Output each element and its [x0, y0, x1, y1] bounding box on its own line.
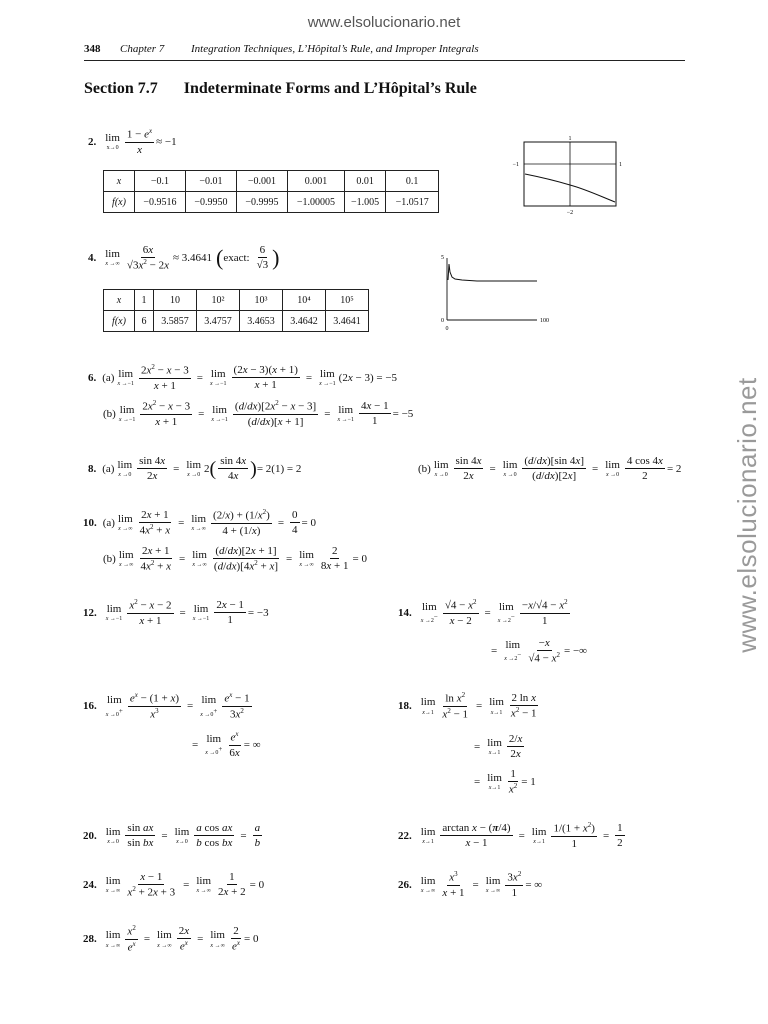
section-number: Section 7.7: [84, 80, 158, 97]
tick-label: 1: [619, 162, 622, 168]
problem-16: 16. lim x →0+ $\frac{e^x - (1 + x)}{x^3}$ = lim x →0+ $\frac{e^x - 1}{3x^2}$: [83, 691, 250, 721]
value-table-2: [103, 170, 439, 213]
table-cell: f(x): [104, 311, 135, 332]
chapter-label: Chapter 7: [120, 43, 165, 55]
table-cell: 10⁵: [326, 290, 369, 311]
table-cell: 1: [135, 290, 154, 311]
table-cell: −0.9516: [135, 192, 186, 213]
table-cell: 3.5857: [154, 311, 197, 332]
table-cell: −0.9995: [237, 192, 288, 213]
approx-value: ≈ 3.4641: [172, 251, 213, 264]
page-number: 348: [84, 43, 101, 55]
table-cell: 0.001: [288, 171, 345, 192]
table-cell: 6: [135, 311, 154, 332]
problem-14: 14. lim x →2− $\frac{√4 - x^2}{x - 2}$ = lim x →2− $\frac{-x/√4 - x^2}{1}$: [398, 598, 568, 627]
problem-20: 20. lim x→0 $\frac{\text{sin ax}}{\text{sin bx}}$ = lim x→0 $\frac{\text{a cos ax}}{\text{b cos bx}}$ = $\frac{a}{b}$: [83, 822, 261, 850]
exact-label: exact:: [223, 251, 250, 264]
problem-18-step2: = lim x→1 $\frac{1}{x^2}$ = 1: [474, 768, 536, 796]
problem-6b: (b) lim x →−1 $\frac{2x^2 - x - 3}{x + 1}$ = lim x →−1 $\frac{(d/dx)[2x^2 - x - 3]}{(d/dx)[x + 1]}$ = lim x →−1 $\frac{4x - 1}{1}$ = −5: [103, 399, 414, 428]
graph-4: [437, 250, 552, 335]
chapter-title: Integration Techniques, L’Hôpital’s Rule, and Improper Integrals: [191, 43, 479, 55]
section-name: Indeterminate Forms and L’Hôpital’s Rule: [183, 80, 477, 97]
table-cell: −1.005: [345, 192, 386, 213]
curve: [448, 264, 537, 281]
problem-26: 26. lim x →∞ $\frac{x^3}{x + 1}$ = lim x →∞ $\frac{3x^2}{1}$ = ∞: [398, 870, 543, 899]
table-cell: −0.01: [186, 171, 237, 192]
problem-24: 24. lim x →∞ $\frac{x - 1}{x^2 + 2x + 3}$ = lim x →∞ $\frac{1}{2x + 2}$ = 0: [83, 871, 265, 899]
table-row: [104, 192, 439, 213]
problem-10b: (b) lim x →∞ $\frac{2x + 1}{4x^2 + x}$ = lim x →∞ $\frac{(d/dx)[2x + 1]}{(d/dx)[4x^2 + x]}$ = lim x →∞ $\frac{2}{8x + 1}$ = 0: [103, 545, 367, 573]
tick-label: 5: [441, 255, 444, 261]
value-table-4: [103, 289, 369, 332]
approx-value: ≈ −1: [156, 135, 177, 148]
table-cell: x: [104, 290, 135, 311]
problem-8b: (b) lim x →0 $\frac{\sin 4x}{2x}$ = lim x →0 $\frac{(d/dx)[\sin 4x]}{(d/dx)[2x]}$ = lim x →0 $\frac{4 \cos 4x}{2}$ = 2: [418, 455, 682, 483]
tick-label: 1: [568, 136, 572, 142]
tick-label: 0: [445, 326, 449, 332]
tick-label: −1: [512, 162, 519, 168]
problem-18: 18. lim x→1 $\frac{\ln x^2}{x^2 - 1}$ = lim x→1 2 ln x $x^2 - 1$: [398, 691, 537, 721]
table-cell: 3.4642: [283, 311, 326, 332]
tick-label: 0: [441, 318, 444, 324]
tick-label: 100: [540, 318, 549, 324]
table-cell: f(x): [104, 192, 135, 213]
problem-28: 28. lim x →∞ $\frac{x^2}{e^x}$ = lim x →∞ $\frac{2x}{e^x}$ = lim x →∞ $\frac{2}{e^x}$ = 0: [83, 924, 259, 954]
table-cell: x: [104, 171, 135, 192]
watermark-top: www.elsolucionario.net: [307, 14, 461, 31]
header-rule: [84, 60, 685, 61]
table-cell: −1.0517: [386, 192, 439, 213]
table-cell: 10²: [197, 290, 240, 311]
table-cell: 0.01: [345, 171, 386, 192]
table-cell: −0.9950: [186, 192, 237, 213]
table-row: [104, 171, 439, 192]
problem-22: 22. lim x→1 $\frac{\text{arctan x − (π/4)}}{x - 1}$ = lim x→1 $\frac{1/(1 + x^2)}{1}$ = $\frac{1}{2}$: [398, 821, 623, 850]
tick-label: −2: [566, 210, 574, 216]
watermark-side: www.elsolucionario.net: [732, 377, 762, 653]
table-cell: 0.1: [386, 171, 439, 192]
table-cell: 10: [154, 290, 197, 311]
problem-14-step: = lim x →2− $\frac{-x}{√4 - x^2}$ = −∞: [491, 637, 587, 665]
table-row: [104, 290, 369, 311]
problem-8a: 8. (a) lim x →0 $\frac{\sin 4x}{2x}$ = lim x →0 2 ( sin 4x 4x ) = 2(1) = 2: [88, 455, 302, 483]
graph-2: [505, 134, 630, 216]
problem-10a: 10. (a) lim x →∞ $\frac{2x + 1}{4x^2 + x}$ = lim x →∞ $\frac{(2/x) + (1/x^2)}{4 + (1/x)}$ = $\frac{0}{4}$ = 0: [83, 508, 316, 537]
table-cell: 10³: [240, 290, 283, 311]
table-cell: 3.4641: [326, 311, 369, 332]
table-cell: 3.4757: [197, 311, 240, 332]
problem-6a: 6. (a) lim x →−1 $\frac{2x^2 - x - 3}{x + 1}$ = lim x →−1 $\frac{(2x - 3)(x + 1)}{x + 1}$ = lim x →−1 (2x − 3) = −5: [88, 363, 398, 392]
problem-12: 12. lim x →−1 $\frac{x^2 - x - 2}{x + 1}$ = lim x →−1 $\frac{2x - 1}{1}$ = −3: [83, 598, 269, 627]
table-cell: 3.4653: [240, 311, 283, 332]
table-row: [104, 311, 369, 332]
table-cell: −0.1: [135, 171, 186, 192]
problem-16-step: = lim x →0+ $\frac{e^x}{6x}$ = ∞: [192, 730, 261, 759]
problem-2: 2. lim x→0 $\frac{1 - e^x}{x}$ ≈ −1: [88, 127, 177, 156]
problem-4: 4. lim x →∞ $\frac{6x}{√3x^2 - 2x}$ ≈ 3.4641 ( exact: 6 √3 ): [88, 244, 280, 272]
problem-18-step1: = lim x→1 2/x 2x: [474, 733, 523, 761]
table-cell: 10⁴: [283, 290, 326, 311]
table-cell: −0.001: [237, 171, 288, 192]
section-title: [84, 80, 477, 98]
table-cell: −1.00005: [288, 192, 345, 213]
